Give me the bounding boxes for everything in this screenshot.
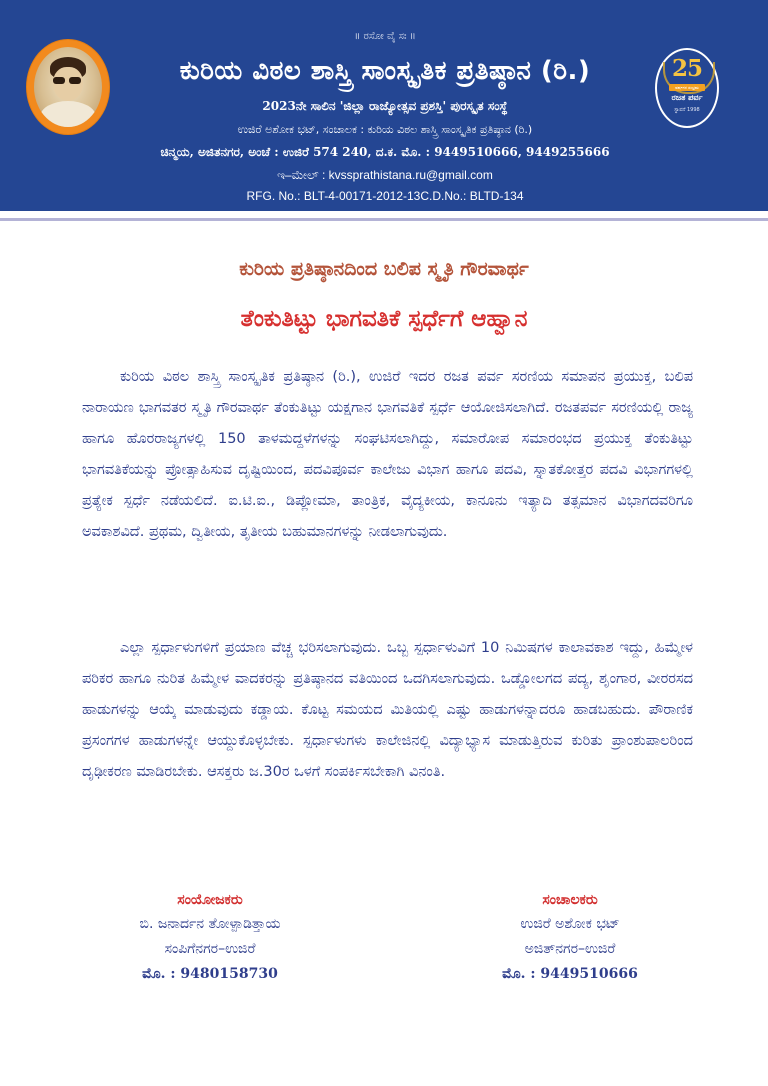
award-line: 2023ನೇ ಸಾಲಿನ 'ಜಿಲ್ಲಾ ರಾಜ್ಯೋತ್ಸವ ಪ್ರಶಸ್ತಿ' ಪುರಸ್ಕೃತ ಸಂಸ್ಥೆ bbox=[262, 99, 508, 113]
convener-phone: ಮೊ. : 9480158730 bbox=[142, 966, 278, 982]
director-phone: ಮೊ. : 9449510666 bbox=[502, 966, 638, 982]
convener-role: ಸಂಯೋಜಕರು bbox=[177, 892, 243, 908]
convener-name: ಬಿ. ಜನಾರ್ದನ ತೋಳ್ಪಾಡಿತ್ತಾಯ bbox=[139, 916, 281, 932]
badge-number: 25 bbox=[671, 55, 702, 82]
badge-label: ರಜತ ಪರ್ವ bbox=[671, 93, 703, 102]
badge-since: ಸ್ಥಾಪನೆ 1998 bbox=[674, 107, 700, 113]
director-place: ಅಜಿತ್‌ನಗರ–ಉಜಿರೆ bbox=[524, 941, 616, 957]
document-subtitle: ಕುರಿಯ ಪ್ರತಿಷ್ಠಾನದಿಂದ ಬಲಿಪ ಸ್ಮೃತಿ ಗೌರವಾರ್ಥ bbox=[239, 258, 529, 280]
organization-name: ಕುರಿಯ ವಿಠಲ ಶಾಸ್ತ್ರಿ ಸಾಂಸ್ಕೃತಿಕ ಪ್ರತಿಷ್ಠಾನ (ರಿ.) bbox=[179, 56, 591, 86]
convener-place: ಸಂಪಿಗೆನಗರ–ಉಜಿರೆ bbox=[164, 941, 256, 957]
body-paragraph-2: ಎಲ್ಲಾ ಸ್ಪರ್ಧಾಳುಗಳಿಗೆ ಪ್ರಯಾಣ ವೆಚ್ಚ ಭರಿಸಲಾಗುವುದು. ಒಬ್ಬ ಸ್ಪರ್ಧಾಳುವಿಗೆ 10 ನಿಮಿಷಗಳ ಕಾಲಾವಕಾಶ ಇದ್ದು, ಹಿಮ್ಮೇಳ ಪರಿಕರ ಹಾಗೂ ನುರಿತ ಹಿಮ್ಮೇಳ ವಾದಕರನ್ನು ಪ್ರತಿಷ್ಠಾನದ ವತಿಯಿಂದ ಒದಗಿಸಲಾಗುವುದು. ಒಡ್ಡೋಲಗದ ಪದ್ಯ, ಶೃಂಗಾರ, ವೀರರಸದ ಹಾಡುಗಳನ್ನು ಆಯ್ಕೆ ಮಾಡುವುದು ಕಡ್ಡಾಯ. ಕೊಟ್ಟ ಸಮಯದ ಮಿತಿಯಲ್ಲಿ ಎಷ್ಟು ಹಾಡುಗಳನ್ನಾದರೂ ಹಾಡಬಹುದು. ಪೌರಾಣಿಕ ಪ್ರಸಂಗಗಳ ಹಾಡುಗಳನ್ನೇ ಆಯ್ದುಕೊಳ್ಳಬೇಕು. ಸ್ಪರ್ಧಾಳುಗಳು ಕಾಲೇಜಿನಲ್ಲಿ ವಿದ್ಯಾಭ್ಯಾಸ ಮಾಡುತ್ತಿರುವ ಕುರಿತು ಪ್ರಾಂಶುಪಾಲರಿಂದ ದೃಢೀಕರಣ ಮಾಡಿರಬೇಕು. ಆಸಕ್ತರು ಜ.30ರ ಒಳಗೆ ಸಂಪರ್ಕಿಸಬೇಕಾಗಿ ವಿನಂತಿ. bbox=[82, 640, 693, 780]
director-role: ಸಂಚಾಲಕರು bbox=[542, 892, 598, 908]
director-signature bbox=[440, 888, 700, 987]
director-name: ಉಜಿರೆ ಅಶೋಕ ಭಟ್ bbox=[520, 916, 620, 932]
document-title: ತೆಂಕುತಿಟ್ಟು ಭಾಗವತಿಕೆ ಸ್ಪರ್ಧೆಗೆ ಆಹ್ವಾನ bbox=[240, 306, 528, 332]
portrait-shoulders bbox=[40, 101, 96, 127]
badge-ribbon: ವರ್ಷಗಳ ಸಂಭ್ರಮ bbox=[669, 84, 705, 91]
convener-signature bbox=[80, 888, 340, 987]
director-line: ಉಜಿರೆ ಅಶೋಕ ಭಟ್, ಸಂಚಾಲಕ : ಕುರಿಯ ವಿಠಲ ಶಾಸ್ತ್ರಿ ಸಾಂಸ್ಕೃತಿಕ ಪ್ರತಿಷ್ಠಾನ (ರಿ.) bbox=[237, 123, 533, 136]
header-divider bbox=[0, 218, 768, 221]
founder-portrait bbox=[27, 40, 109, 134]
email-line: ಇ–ಮೇಲ್ : kvssprathistana.ru@gmail.com bbox=[277, 168, 493, 182]
silver-jubilee-badge bbox=[655, 48, 719, 128]
invocation-text: ॥ ರಸೋ ವೈ ಸಃ ॥ bbox=[354, 31, 416, 42]
address-line: ಚಿನ್ಮಯ, ಅಜಿತನಗರ, ಅಂಚೆ : ಉಜಿರೆ 574 240, ದ.ಕ. ಮೊ. : 9449510666, 9449255666 bbox=[160, 145, 610, 159]
letterhead bbox=[0, 0, 768, 211]
body-paragraph-1: ಕುರಿಯ ವಿಠಲ ಶಾಸ್ತ್ರಿ ಸಾಂಸ್ಕೃತಿಕ ಪ್ರತಿಷ್ಠಾನ (ರಿ.), ಉಜಿರೆ ಇದರ ರಜತ ಪರ್ವ ಸರಣಿಯ ಸಮಾಪನ ಪ್ರಯುಕ್ತ, ಬಲಿಪ ನಾರಾಯಣ ಭಾಗವತರ ಸ್ಮೃತಿ ಗೌರವಾರ್ಥ ತೆಂಕುತಿಟ್ಟು ಯಕ್ಷಗಾನ ಭಾಗವತಿಕೆ ಸ್ಪರ್ಧೆ ಆಯೋಜಿಸಲಾಗಿದೆ. ರಜತಪರ್ವ ಸರಣಿಯಲ್ಲಿ ರಾಜ್ಯ ಹಾಗೂ ಹೊರರಾಜ್ಯಗಳಲ್ಲಿ 150 ತಾಳಮದ್ದಳೆಗಳನ್ನು ಸಂಘಟಿಸಲಾಗಿದ್ದು, ಸಮಾರೋಪ ಸಮಾರಂಭದ ಪ್ರಯುಕ್ತ ತೆಂಕುತಿಟ್ಟು ಭಾಗವತಿಕೆಯನ್ನು ಪ್ರೋತ್ಸಾಹಿಸುವ ದೃಷ್ಟಿಯಿಂದ, ಪದವಿಪೂರ್ವ ಕಾಲೇಜು ವಿಭಾಗ ಹಾಗೂ ಪದವಿ, ಸ್ನಾತಕೋತ್ತರ ಪದವಿ ವಿಭಾಗಗಳಲ್ಲಿ ಪ್ರತ್ಯೇಕ ಸ್ಪರ್ಧೆ ನಡೆಯಲಿದೆ. ಐ.ಟಿ.ಐ., ಡಿಪ್ಲೋಮಾ, ತಾಂತ್ರಿಕ, ವೈದ್ಯಕೀಯ, ಕಾನೂನು ಇತ್ಯಾದಿ ತತ್ಸಮಾನ ವಿಭಾಗದವರಿಗೂ ಅವಕಾಶವಿದೆ. ಪ್ರಥಮ, ದ್ವಿತೀಯ, ತೃತೀಯ ಬಹುಮಾನಗಳನ್ನು ನೀಡಲಾಗುವುದು. bbox=[82, 369, 693, 540]
registration-number: RFG. No.: BLT-4-00171-2012-13C.D.No.: BLTD-134 bbox=[246, 189, 524, 203]
portrait-face bbox=[53, 67, 83, 101]
portrait-glasses bbox=[53, 77, 83, 84]
portrait-photo bbox=[34, 47, 102, 127]
